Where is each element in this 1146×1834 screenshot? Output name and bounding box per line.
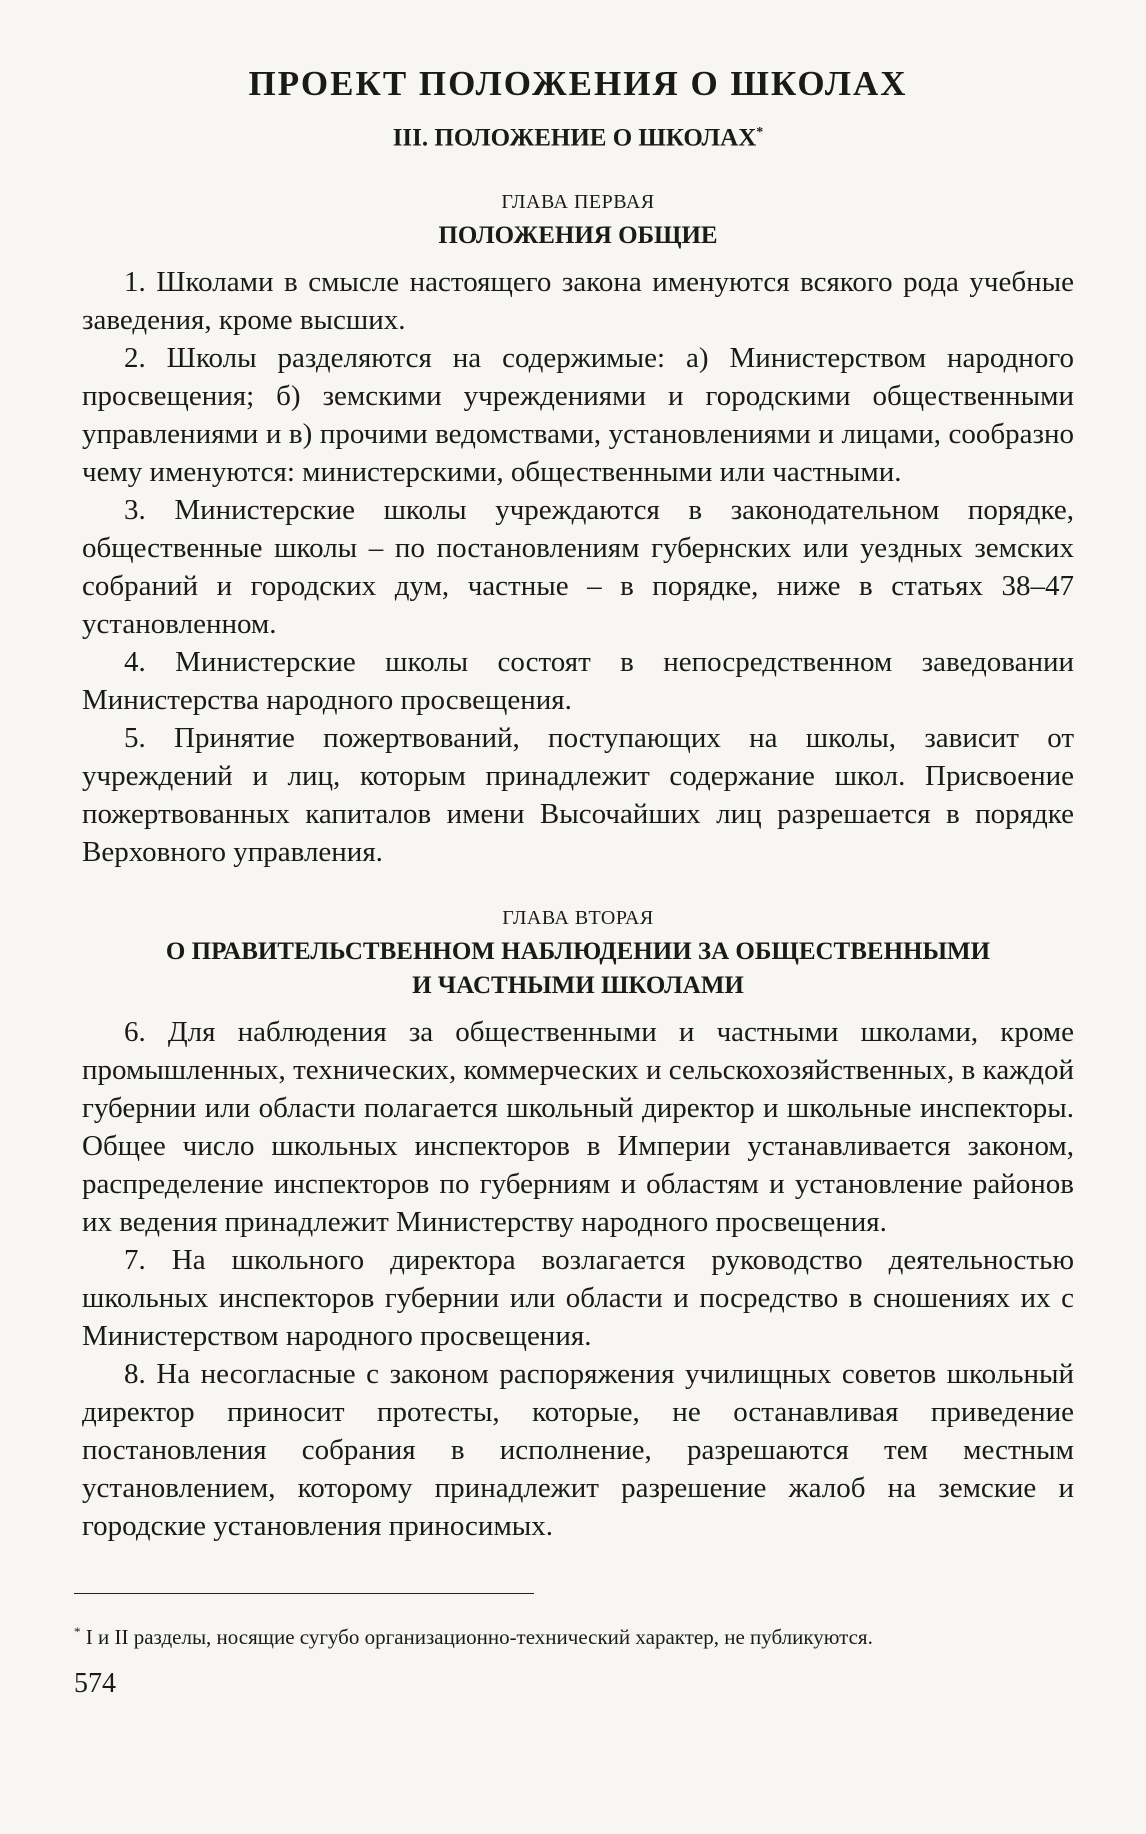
page-title: ПРОЕКТ ПОЛОЖЕНИЯ О ШКОЛАХ <box>248 64 908 103</box>
chapter-2-title-line-1: О ПРАВИТЕЛЬСТВЕННОМ НАБЛЮДЕНИИ ЗА ОБЩЕСТВЕННЫМИ <box>165 938 991 966</box>
footnote-text: I и II разделы, носящие сугубо организационно-технический характер, не публикуются. <box>85 1625 873 1649</box>
chapter-1-title: ПОЛОЖЕНИЯ ОБЩИЕ <box>438 222 718 250</box>
section-title <box>82 116 1074 155</box>
article-8: 8. На несогласные с законом распоряжения училищных советов школьный директор приносит протесты, которые, не останавливая приведение постановления собрания в исполнение, разрешаются тем местным установлением, которому принадлежит разрешение жалоб на земские и городские установления приносимых. <box>82 1358 1074 1543</box>
footnote-ref[interactable]: * <box>756 125 764 140</box>
footnote <box>74 1618 1074 1651</box>
chapter-2-title <box>82 935 1074 1003</box>
footnote-mark: * <box>74 1624 81 1639</box>
chapter-2-title-line-2: И ЧАСТНЫМИ ШКОЛАМИ <box>412 972 744 1000</box>
article-6: 6. Для наблюдения за общественными и частными школами, кроме промышленных, технических, коммерческих и сельскохозяйственных, в каждой губернии или области полагается школьный директор и школьные инспекторы. Общее число школьных инспекторов в Империи устанавливается законом, распределение инспекторов по губерниям и областям и установление районов их ведения принадлежит Министерству народного просвещения. <box>82 1016 1074 1239</box>
article-7: 7. На школьного директора возлагается руководство деятельностью школьных инспекторов губернии или области и посредство в сношениях их с Министерством народного просвещения. <box>82 1244 1074 1353</box>
page-number: 574 <box>74 1668 116 1699</box>
article-2: 2. Школы разделяются на содержимые: а) Министерством народного просвещения; б) земскими учреждениями и городскими общественными управлениями и в) прочими ведомствами, установлениями и лицами, сообразно чему именуются: министерскими, общественными или частными. <box>82 342 1074 489</box>
footnote-divider <box>74 1593 534 1594</box>
article-4: 4. Министерские школы состоят в непосредственном заведовании Министерства народного просвещения. <box>82 646 1074 717</box>
section-title-text: III. ПОЛОЖЕНИЕ О ШКОЛАХ <box>392 124 757 152</box>
article-3: 3. Министерские школы учреждаются в законодательном порядке, общественные школы – по постановлениям губернских или уездных земских собраний и городских дум, частные – в порядке, ниже в статьях 38–47 установленном. <box>82 494 1074 641</box>
chapter-1-label: ГЛАВА ПЕРВАЯ <box>501 191 655 214</box>
chapter-2-label: ГЛАВА ВТОРАЯ <box>502 907 654 930</box>
article-5: 5. Принятие пожертвований, поступающих на школы, зависит от учреждений и лиц, которым принадлежит содержание школ. Присвоение пожертвованных капиталов имени Высочайших лиц разрешается в порядке Верховного управления. <box>82 722 1074 869</box>
page-body <box>82 62 1074 1545</box>
article-1: 1. Школами в смысле настоящего закона именуются всякого рода учебные заведения, кроме высших. <box>82 266 1074 337</box>
